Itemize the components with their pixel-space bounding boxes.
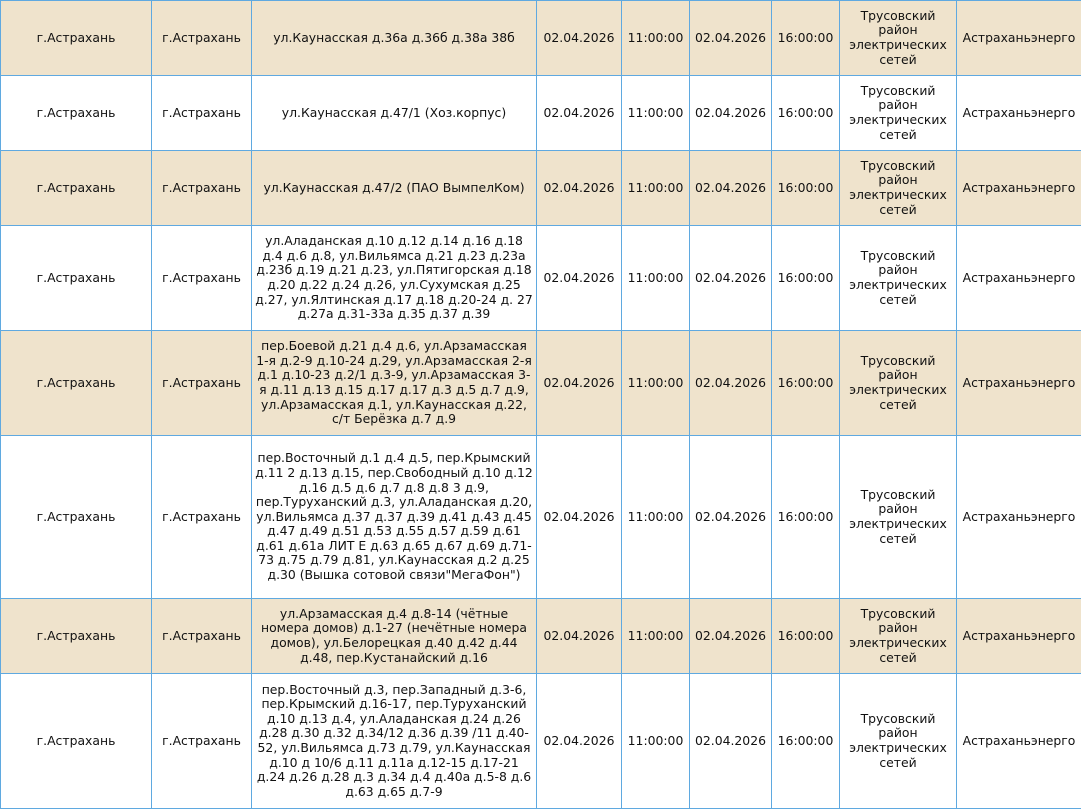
address-cell: ул.Аладанская д.10 д.12 д.14 д.16 д.18 д.4 д.6 д.8, ул.Вильямса д.21 д.23 д.23а д.23б д.19 д.21 д.23, ул.Пятигорская д.18 д.20 д.22 д.24 д.26, ул.Сухумская д.25 д.27, ул.Ялтинская д.17 д.18 д.20-24 д. 27 д.27а д.31-33а д.35 д.37 д.39 bbox=[252, 226, 537, 331]
end-time-cell: 16:00:00 bbox=[772, 599, 840, 674]
district-cell: Трусовский район электрических сетей bbox=[840, 226, 957, 331]
end-date-cell: 02.04.2026 bbox=[690, 1, 772, 76]
address-cell: ул.Каунасская д.47/1 (Хоз.корпус) bbox=[252, 76, 537, 151]
end-time-cell: 16:00:00 bbox=[772, 76, 840, 151]
district-cell: Трусовский район электрических сетей bbox=[840, 1, 957, 76]
region-cell: г.Астрахань bbox=[1, 151, 152, 226]
end-date-cell: 02.04.2026 bbox=[690, 331, 772, 436]
start-date-cell: 02.04.2026 bbox=[537, 436, 622, 599]
end-date-cell: 02.04.2026 bbox=[690, 436, 772, 599]
district-cell: Трусовский район электрических сетей bbox=[840, 599, 957, 674]
region-cell: г.Астрахань bbox=[1, 1, 152, 76]
end-date-cell: 02.04.2026 bbox=[690, 599, 772, 674]
start-time-cell: 11:00:00 bbox=[622, 76, 690, 151]
city-cell: г.Астрахань bbox=[152, 599, 252, 674]
organization-cell: Астраханьэнерго bbox=[957, 599, 1081, 674]
region-cell: г.Астрахань bbox=[1, 436, 152, 599]
organization-cell: Астраханьэнерго bbox=[957, 226, 1081, 331]
start-time-cell: 11:00:00 bbox=[622, 599, 690, 674]
start-time-cell: 11:00:00 bbox=[622, 1, 690, 76]
table-row bbox=[1, 151, 1081, 226]
start-time-cell: 11:00:00 bbox=[622, 674, 690, 809]
end-time-cell: 16:00:00 bbox=[772, 226, 840, 331]
district-cell: Трусовский район электрических сетей bbox=[840, 331, 957, 436]
region-cell: г.Астрахань bbox=[1, 331, 152, 436]
region-cell: г.Астрахань bbox=[1, 226, 152, 331]
start-date-cell: 02.04.2026 bbox=[537, 226, 622, 331]
address-cell: пер.Восточный д.1 д.4 д.5, пер.Крымский д.11 2 д.13 д.15, пер.Свободный д.10 д.12 д.16 д.5 д.6 д.7 д.8 д.8 3 д.9, пер.Туруханский д.3, ул.Аладанская д.20, ул.Вильямса д.37 д.37 д.39 д.41 д.43 д.45 д.47 д.49 д.51 д.53 д.55 д.57 д.59 д.61 д.61 д.61а ЛИТ Е д.63 д.65 д.67 д.69 д.71-73 д.75 д.79 д.81, ул.Каунасская д.2 д.25 д.30 (Вышка сотовой связи"МегаФон") bbox=[252, 436, 537, 599]
district-cell: Трусовский район электрических сетей bbox=[840, 151, 957, 226]
organization-cell: Астраханьэнерго bbox=[957, 331, 1081, 436]
start-time-cell: 11:00:00 bbox=[622, 226, 690, 331]
city-cell: г.Астрахань bbox=[152, 226, 252, 331]
organization-cell: Астраханьэнерго bbox=[957, 151, 1081, 226]
city-cell: г.Астрахань bbox=[152, 76, 252, 151]
start-time-cell: 11:00:00 bbox=[622, 436, 690, 599]
address-cell: ул.Арзамасская д.4 д.8-14 (чётные номера домов) д.1-27 (нечётные номера домов), ул.Белорецкая д.40 д.42 д.44 д.48, пер.Кустанайский д.16 bbox=[252, 599, 537, 674]
end-time-cell: 16:00:00 bbox=[772, 331, 840, 436]
end-time-cell: 16:00:00 bbox=[772, 151, 840, 226]
table-row bbox=[1, 599, 1081, 674]
region-cell: г.Астрахань bbox=[1, 599, 152, 674]
city-cell: г.Астрахань bbox=[152, 331, 252, 436]
start-date-cell: 02.04.2026 bbox=[537, 331, 622, 436]
city-cell: г.Астрахань bbox=[152, 674, 252, 809]
start-date-cell: 02.04.2026 bbox=[537, 151, 622, 226]
start-date-cell: 02.04.2026 bbox=[537, 674, 622, 809]
start-time-cell: 11:00:00 bbox=[622, 151, 690, 226]
start-date-cell: 02.04.2026 bbox=[537, 1, 622, 76]
organization-cell: Астраханьэнерго bbox=[957, 1, 1081, 76]
end-date-cell: 02.04.2026 bbox=[690, 674, 772, 809]
organization-cell: Астраханьэнерго bbox=[957, 76, 1081, 151]
city-cell: г.Астрахань bbox=[152, 436, 252, 599]
region-cell: г.Астрахань bbox=[1, 76, 152, 151]
address-cell: пер.Восточный д.3, пер.Западный д.3-6, пер.Крымский д.16-17, пер.Туруханский д.10 д.13 д.4, ул.Аладанская д.24 д.26 д.28 д.30 д.32 д.34/12 д.36 д.39 /11 д.40-52, ул.Вильямса д.73 д.79, ул.Каунасская д.10 д 10/6 д.11 д.11а д.12-15 д.17-21 д.24 д.26 д.28 д.3 д.34 д.4 д.40а д.5-8 д.6 д.63 д.65 д.7-9 bbox=[252, 674, 537, 809]
end-time-cell: 16:00:00 bbox=[772, 1, 840, 76]
district-cell: Трусовский район электрических сетей bbox=[840, 436, 957, 599]
district-cell: Трусовский район электрических сетей bbox=[840, 76, 957, 151]
end-time-cell: 16:00:00 bbox=[772, 674, 840, 809]
table-row bbox=[1, 226, 1081, 331]
start-date-cell: 02.04.2026 bbox=[537, 76, 622, 151]
organization-cell: Астраханьэнерго bbox=[957, 436, 1081, 599]
city-cell: г.Астрахань bbox=[152, 151, 252, 226]
table-row bbox=[1, 436, 1081, 599]
table-row bbox=[1, 674, 1081, 809]
district-cell: Трусовский район электрических сетей bbox=[840, 674, 957, 809]
start-time-cell: 11:00:00 bbox=[622, 331, 690, 436]
end-date-cell: 02.04.2026 bbox=[690, 76, 772, 151]
end-date-cell: 02.04.2026 bbox=[690, 226, 772, 331]
start-date-cell: 02.04.2026 bbox=[537, 599, 622, 674]
address-cell: пер.Боевой д.21 д.4 д.6, ул.Арзамасская 1-я д.2-9 д.10-24 д.29, ул.Арзамасская 2-я д.1 д.10-23 д.2/1 д.3-9, ул.Арзамасская 3-я д.11 д.13 д.15 д.17 д.17 д.3 д.5 д.7 д.9, ул.Арзамасская д.1, ул.Каунасская д.22, с/т Берёзка д.7 д.9 bbox=[252, 331, 537, 436]
organization-cell: Астраханьэнерго bbox=[957, 674, 1081, 809]
table-row bbox=[1, 76, 1081, 151]
region-cell: г.Астрахань bbox=[1, 674, 152, 809]
table-row bbox=[1, 1, 1081, 76]
end-time-cell: 16:00:00 bbox=[772, 436, 840, 599]
city-cell: г.Астрахань bbox=[152, 1, 252, 76]
end-date-cell: 02.04.2026 bbox=[690, 151, 772, 226]
table-row bbox=[1, 331, 1081, 436]
address-cell: ул.Каунасская д.36а д.36б д.38а 38б bbox=[252, 1, 537, 76]
table-body bbox=[1, 1, 1081, 809]
address-cell: ул.Каунасская д.47/2 (ПАО ВымпелКом) bbox=[252, 151, 537, 226]
